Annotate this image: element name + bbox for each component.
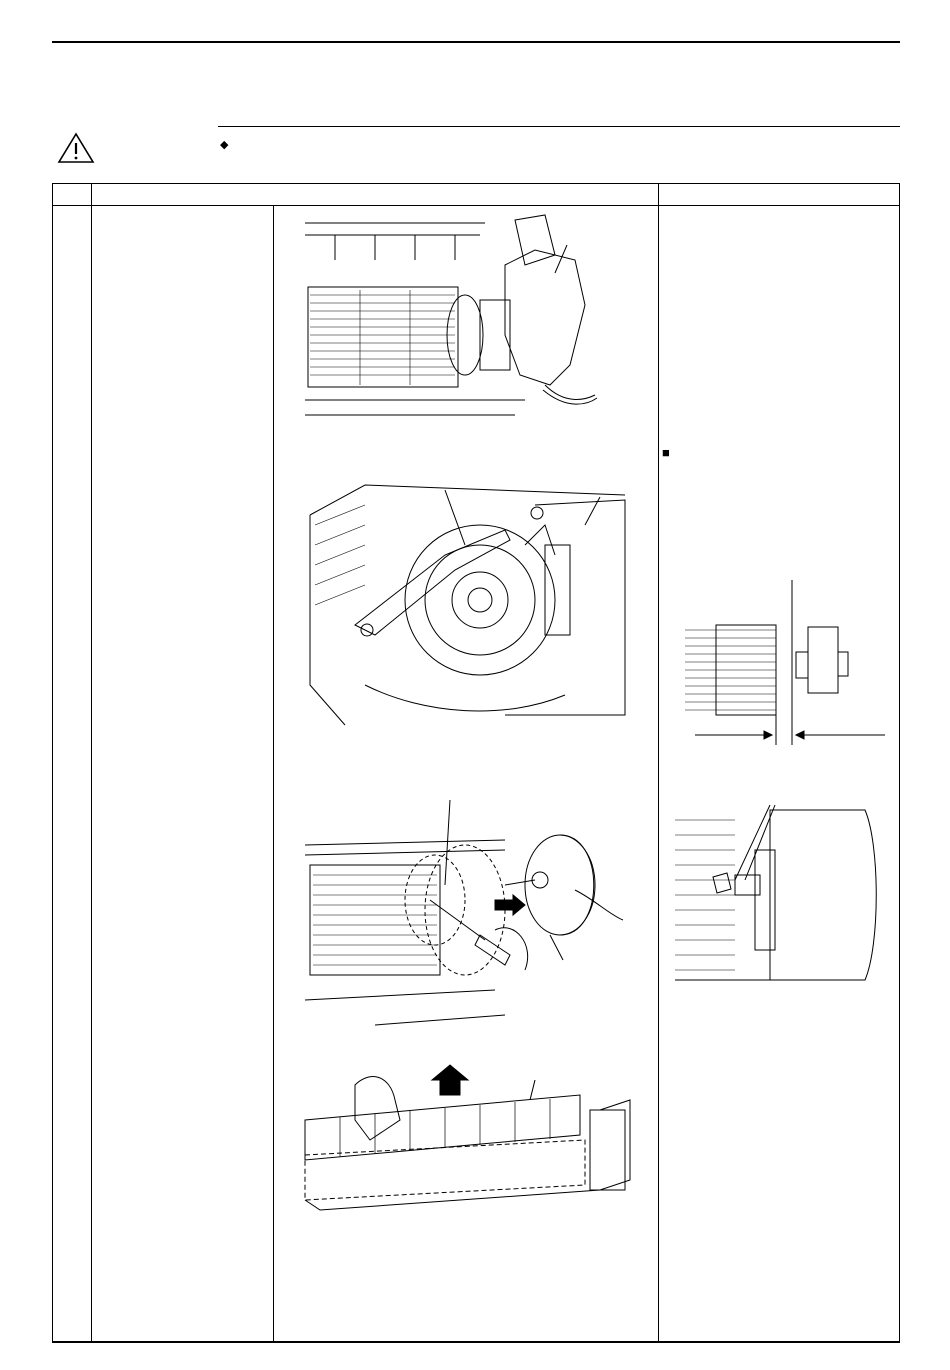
warning-bullet: ◆ <box>220 139 229 151</box>
fan-motor-cover-figure <box>305 215 595 425</box>
fan-clearance-diagram <box>680 580 890 750</box>
bearing-holder-figure <box>305 485 625 745</box>
screw-closeup-figure <box>675 805 885 990</box>
warning-rule <box>218 126 900 127</box>
column-header-step <box>52 183 91 205</box>
fan-screw-loosening-figure <box>305 800 640 1030</box>
note-bullet: ■ <box>662 445 670 460</box>
warning-triangle-icon <box>57 132 95 164</box>
footer-rule <box>52 1341 900 1343</box>
column-header-procedure <box>91 183 658 205</box>
header-rule <box>52 41 900 43</box>
fan-rotor-removal-figure <box>300 1060 640 1240</box>
column-header-points <box>658 183 899 205</box>
